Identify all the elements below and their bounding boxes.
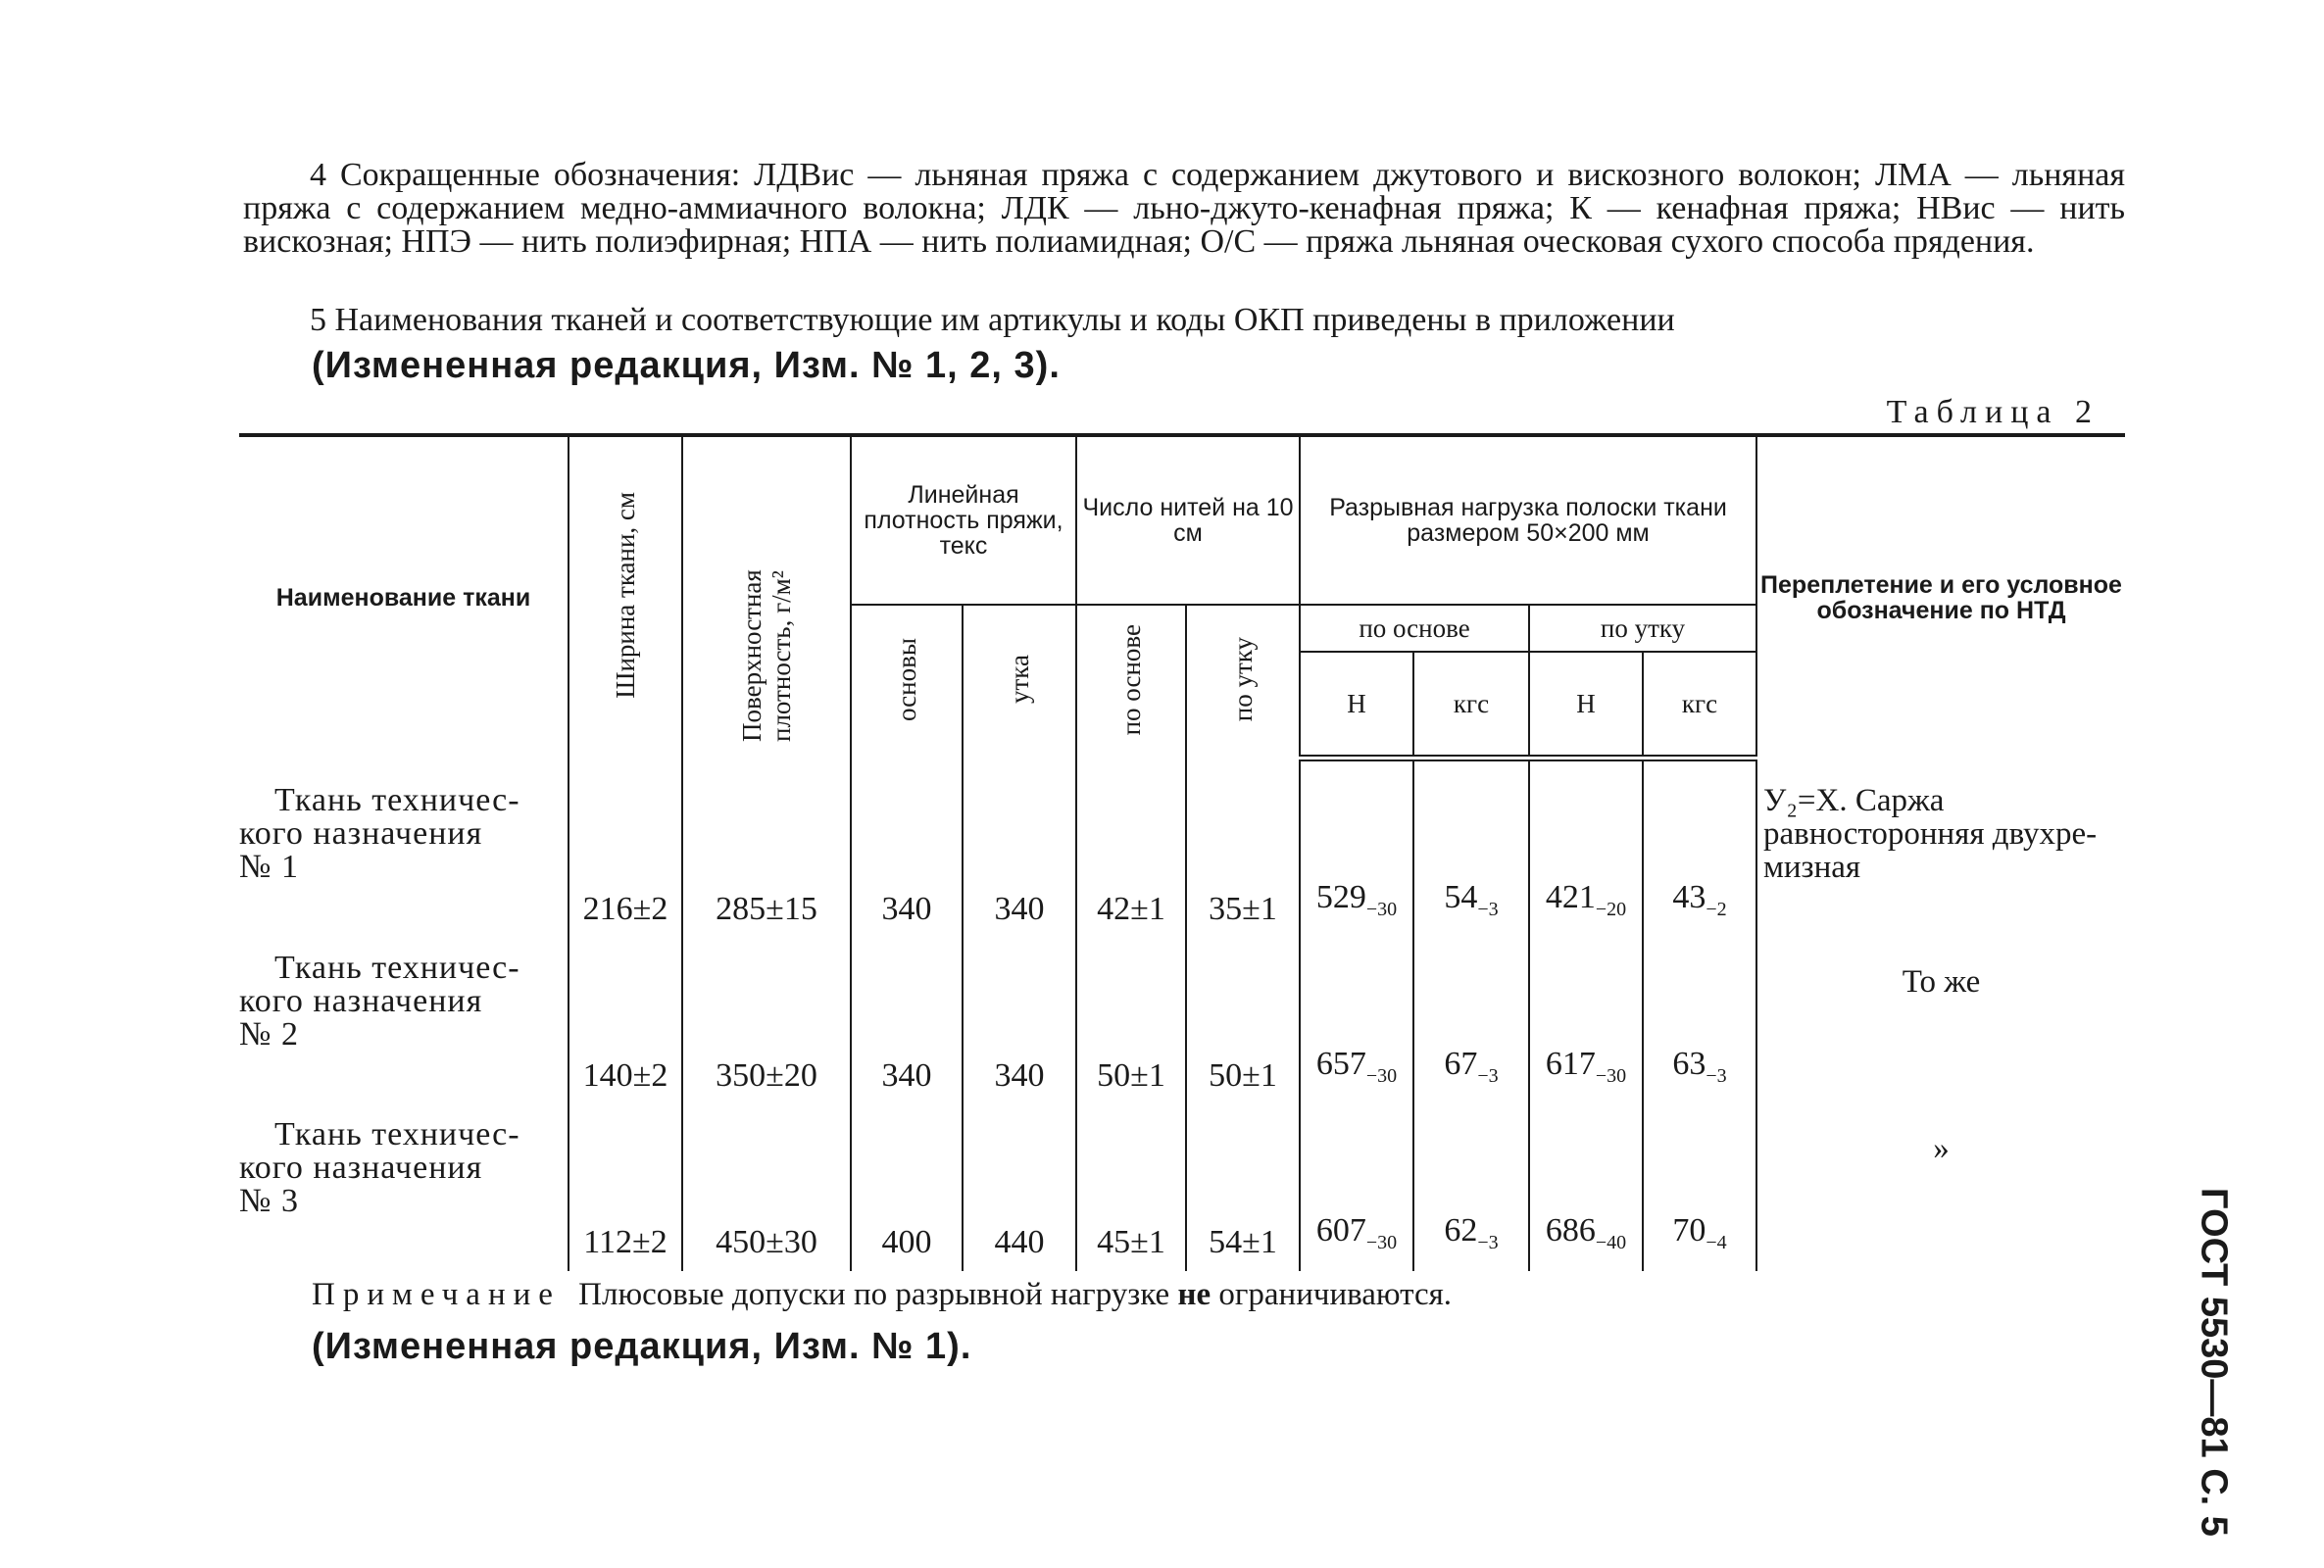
fabric-name-line: Ткань техничес- — [274, 781, 520, 818]
cell-bw-n — [1300, 1104, 1413, 1271]
cell-weave: » — [1756, 1104, 2125, 1271]
cell-density: 450±30 — [682, 1104, 851, 1271]
cell-bf-n — [1529, 938, 1643, 1104]
cell-thr-weft: 54±1 — [1186, 1104, 1300, 1271]
load-value: 686 — [1545, 1212, 1596, 1250]
header-lin-warp: основы — [851, 605, 963, 759]
load-value: 529 — [1315, 879, 1366, 916]
load-value: 607 — [1315, 1212, 1366, 1250]
cell-bf-n — [1529, 759, 1643, 939]
cell-lin-warp: 340 — [851, 938, 963, 1104]
load-tolerance: −2 — [1706, 899, 1727, 920]
load-value: 67 — [1444, 1046, 1478, 1083]
cell-bw-kgf — [1413, 938, 1529, 1104]
header-lin-weft: утка — [963, 605, 1076, 759]
page-marker: ГОСТ 5530—81 С. 5 — [2193, 1188, 2235, 1537]
cell-lin-warp: 340 — [851, 759, 963, 939]
cell-thr-weft: 35±1 — [1186, 759, 1300, 939]
load-value: 657 — [1315, 1046, 1366, 1083]
header-bf-n: Н — [1529, 652, 1643, 759]
cell-thr-warp: 42±1 — [1076, 759, 1186, 939]
table-row — [239, 759, 2125, 939]
load-tolerance: −3 — [1477, 1065, 1499, 1087]
note-4 — [243, 159, 2125, 259]
header-thread-count: Число нитей на 10 см — [1076, 435, 1300, 605]
header-bw-n: Н — [1300, 652, 1413, 759]
cell-name — [239, 938, 569, 1104]
load-tolerance: −30 — [1365, 1232, 1398, 1253]
cell-name — [239, 1104, 569, 1271]
cell-bw-n — [1300, 759, 1413, 939]
load-value: 421 — [1545, 879, 1596, 916]
fabric-name-line: кого назначения — [239, 1150, 483, 1186]
cell-width: 112±2 — [569, 1104, 682, 1271]
cell-density: 350±20 — [682, 938, 851, 1104]
fabric-name-line: № 1 — [239, 848, 299, 885]
cell-thr-warp: 50±1 — [1076, 938, 1186, 1104]
cell-bw-kgf — [1413, 1104, 1529, 1271]
cell-lin-weft: 440 — [963, 1104, 1076, 1271]
load-tolerance: −30 — [1595, 1065, 1627, 1087]
load-tolerance: −3 — [1477, 1232, 1499, 1253]
load-value: 62 — [1444, 1212, 1478, 1250]
load-tolerance: −40 — [1595, 1232, 1627, 1253]
revision-note-2: (Измененная редакция, Изм. № 1). — [312, 1326, 972, 1367]
fabric-name-line: № 3 — [239, 1183, 299, 1219]
table-row — [239, 938, 2125, 1104]
load-value: 617 — [1545, 1046, 1596, 1083]
fabric-name-line: Ткань техничес- — [274, 950, 520, 986]
header-thr-warp: по основе — [1076, 605, 1186, 759]
header-name: Наименование ткани — [239, 435, 569, 759]
cell-width: 140±2 — [569, 938, 682, 1104]
footnote-label: Примечание — [312, 1277, 561, 1312]
cell-weave: То же — [1756, 938, 2125, 1104]
load-tolerance: −20 — [1595, 899, 1627, 920]
header-weave: Переплетение и его условное обозначение по НТД — [1756, 435, 2125, 759]
fabric-name-line: № 2 — [239, 1016, 299, 1053]
revision-note-1: (Измененная редакция, Изм. № 1, 2, 3). — [312, 345, 1061, 386]
fabric-specs-table — [239, 433, 2125, 1271]
load-tolerance: −4 — [1706, 1232, 1727, 1253]
fabric-name-line: кого назначения — [239, 814, 483, 852]
table-row — [239, 1104, 2125, 1271]
fabric-name-line: кого назначения — [239, 983, 483, 1019]
cell-lin-warp: 400 — [851, 1104, 963, 1271]
load-tolerance: −3 — [1477, 899, 1499, 920]
load-value: 54 — [1444, 879, 1478, 916]
fabric-name-line: Ткань техничес- — [274, 1116, 520, 1152]
cell-bw-n — [1300, 938, 1413, 1104]
load-value: 70 — [1672, 1212, 1706, 1250]
footnote-text-after: ограничиваются. — [1218, 1277, 1453, 1312]
cell-thr-weft: 50±1 — [1186, 938, 1300, 1104]
note-4-text: 4 Сокращенные обозначения: ЛДВис — льняная пряжа с содержанием джутового и вискозного волокон; ЛМА — льняная пряжа с содержанием медно-аммиачного волокна; ЛДК — льно-джуто-кенафная пряжа; К — кенафная пряжа; НВис — нить вискозная; НПЭ — нить полиэфирная; НПА — нить полиамидная; О/С — пряжа льняная оческовая сухого способа прядения. — [243, 157, 2125, 260]
cell-width: 216±2 — [569, 759, 682, 939]
footnote-text-before: Плюсовые допуски по разрывной нагрузке — [578, 1277, 1170, 1312]
header-width: Ширина ткани, см — [569, 435, 682, 759]
load-value: 43 — [1672, 879, 1706, 916]
load-value: 63 — [1672, 1046, 1706, 1083]
cell-name — [239, 759, 569, 939]
cell-lin-weft: 340 — [963, 759, 1076, 939]
header-thr-weft: по утку — [1186, 605, 1300, 759]
header-breaking-load: Разрывная нагрузка полоски ткани размером 50×200 мм — [1300, 435, 1756, 605]
load-tolerance: −30 — [1365, 899, 1398, 920]
cell-density: 285±15 — [682, 759, 851, 939]
cell-bf-kgf — [1643, 938, 1756, 1104]
cell-weave: У₂=Х. Саржа равносторонняя двухре-мизная — [1756, 759, 2125, 939]
header-linear-density: Линейная плотность пряжи, текс — [851, 435, 1076, 605]
cell-thr-warp: 45±1 — [1076, 1104, 1186, 1271]
note-5: 5 Наименования тканей и соответствующие им артикулы и коды ОКП приведены в приложении — [310, 302, 1675, 338]
header-bf-kgf: кгс — [1643, 652, 1756, 759]
cell-bf-kgf — [1643, 1104, 1756, 1271]
cell-lin-weft: 340 — [963, 938, 1076, 1104]
load-tolerance: −30 — [1365, 1065, 1398, 1087]
footnote-bold: не — [1177, 1277, 1211, 1312]
header-break-weft: по утку — [1529, 605, 1756, 652]
header-bw-kgf: кгс — [1413, 652, 1529, 759]
cell-bf-kgf — [1643, 759, 1756, 939]
header-density: Поверхностная плотность, г/м² — [682, 435, 851, 759]
cell-bf-n — [1529, 1104, 1643, 1271]
cell-bw-kgf — [1413, 759, 1529, 939]
table-footnote — [312, 1277, 1452, 1313]
header-break-warp: по основе — [1300, 605, 1529, 652]
table-title: Таблица 2 — [1886, 394, 2100, 430]
load-tolerance: −3 — [1706, 1065, 1727, 1087]
